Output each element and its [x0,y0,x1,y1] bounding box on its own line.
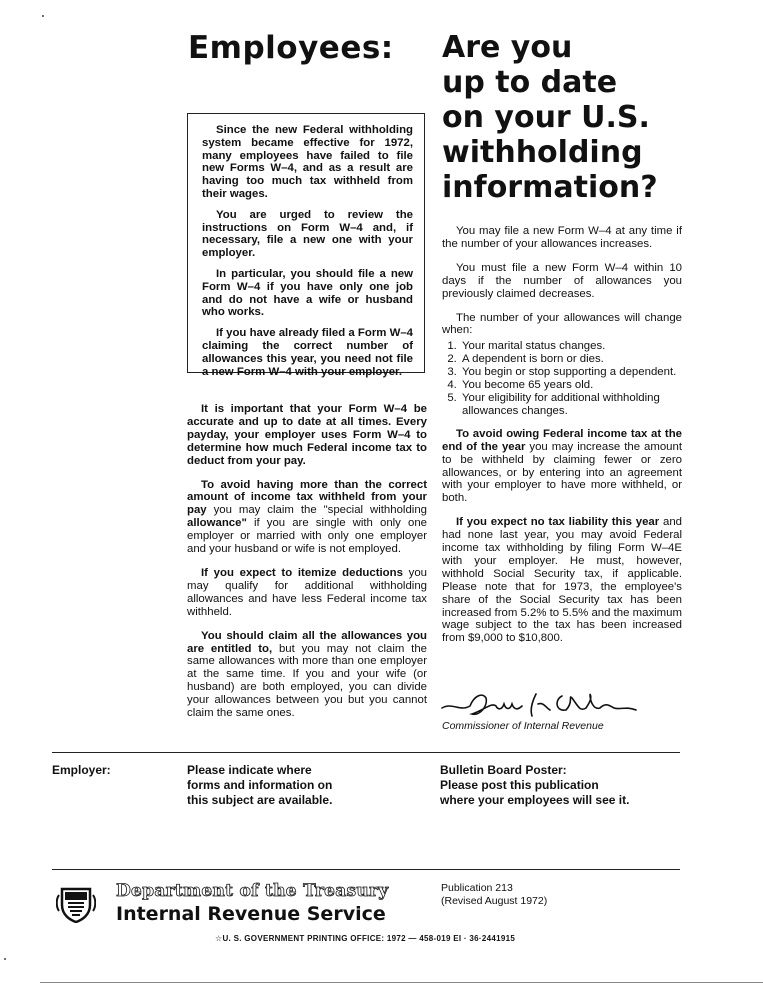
right-heading-line: on your U.S. [442,100,650,135]
box-paragraph: If you have already filed a Form W–4 claiming the correct number of allowances this year, you need not file a new Form W–4 with your employer. [202,327,413,378]
employer-line: Please indicate where [187,763,312,777]
notice-box [187,113,425,378]
left-paragraph-text: if you are single with only one employer or married with only one employer and your husband or wife is not employed. [187,517,427,556]
bulletin-board-instructions [440,763,680,808]
right-heading [442,30,742,205]
left-paragraph [187,403,427,468]
bulletin-line: where your employees will see it. [440,793,630,807]
list-item: 4. You become 65 years old. [460,379,682,392]
right-paragraph-lead: To avoid owing Federal income tax at the end of the year [442,427,682,453]
right-heading-line: information? [442,170,658,205]
left-heading: Employees: [188,30,394,66]
right-paragraph [442,516,682,645]
box-paragraph: In particular, you should file a new Form W–4 if you have only one job and do not have a wife or husband who works. [202,267,413,319]
box-paragraph: You are urged to review the instructions on Form W–4 and, if necessary, file a new one with your employer. [202,208,413,260]
divider [52,869,680,870]
right-paragraph: You may file a new Form W–4 at any time if the number of your allowances increases. [442,225,682,250]
printing-office-line: ☆U. S. GOVERNMENT PRINTING OFFICE: 1972 — 458-019 EI · 36·2441915 [215,934,516,943]
right-heading-line: up to date [442,65,618,100]
list-item: 2. A dependent is born or dies. [460,353,682,366]
left-paragraph-lead: To avoid having more than the correct amount of income tax withheld from your pay [187,478,427,517]
employer-label: Employer: [52,763,111,777]
employer-line: forms and information on [187,778,333,792]
publication-line: (Revised August 1972) [441,895,548,907]
right-heading-line: Are you [442,30,573,65]
employer-instructions [187,763,407,808]
left-paragraph [187,479,427,556]
allowance-change-list [442,340,682,417]
left-paragraph-text: you may claim the "special withholding [206,504,427,517]
right-column [442,225,682,656]
left-column [187,403,427,731]
list-item: 5. Your eligibility for additional withholding allowances changes. [460,392,682,418]
agency-name: Internal Revenue Service [116,903,386,925]
right-paragraph-text: and had none last year, you may avoid Federal income tax withholding by filing Form W–4E with your employer. He must, however, withhold Social Security tax, if applicable. Please note that for 1973, the employee's share of the Social Security tax has been increased from 5.2% to 5.5% and the maximum wage subject to the tax has been increased from $9,000 to $10,800. [442,516,683,645]
left-paragraph-lead: You should claim all the allowances you are entitled to, [187,629,427,655]
left-paragraph-text: you may qualify for additional withholding allowances and have less Federal income tax withheld. [187,566,428,618]
right-paragraph-text: you may increase the amount to be withheld by claiming fewer or zero allowances, or by entering into an agreement with your employer to have more withheld, or both. [442,440,682,505]
left-paragraph-text: but you may not claim the same allowances with more than one employer at the same time. If you and your wife (or husband) are both employed, you can divide your allowances between you but you cannot claim the same ones. [187,642,427,720]
department-name: Department of the Treasury [116,881,389,901]
bulletin-line: Please post this publication [440,778,599,792]
left-paragraph-lead: allowance" [187,517,247,530]
list-item: 1. Your marital status changes. [460,340,682,353]
bulletin-line: Bulletin Board Poster: [440,763,567,777]
right-paragraph: You must file a new Form W–4 within 10 days if the number of allowances you previously claimed decreases. [442,261,682,300]
list-item: 3. You begin or stop supporting a dependent. [460,366,682,379]
scan-speck [42,15,44,17]
right-paragraph: The number of your allowances will change when: [442,311,682,337]
signature-caption: Commissioner of Internal Revenue [442,720,604,732]
publication-info [441,882,547,908]
employer-line: this subject are available. [187,793,333,807]
scan-speck [4,958,6,960]
right-heading-line: withholding [442,135,643,170]
divider [52,752,680,753]
signature [440,688,680,720]
left-paragraph-text: It is important that your Form W–4 be accurate and up to date at all times. Every payday, your employer uses Form W–4 to determine how much Federal income tax to deduct from your pay. [187,403,427,467]
right-paragraph-lead: If you expect no tax liability this year [456,516,660,529]
publication-line: Publication 213 [441,882,513,894]
left-paragraph [187,567,427,619]
box-paragraph: Since the new Federal withholding system became effective for 1972, many employees have failed to file new Forms W–4, and as a result are having too much tax withheld from their wages. [202,124,413,200]
scan-edge [40,982,763,983]
left-paragraph-lead: If you expect to itemize deductions [201,566,403,579]
treasury-seal-icon [56,883,96,923]
right-paragraph [442,428,682,505]
left-paragraph [187,630,427,720]
